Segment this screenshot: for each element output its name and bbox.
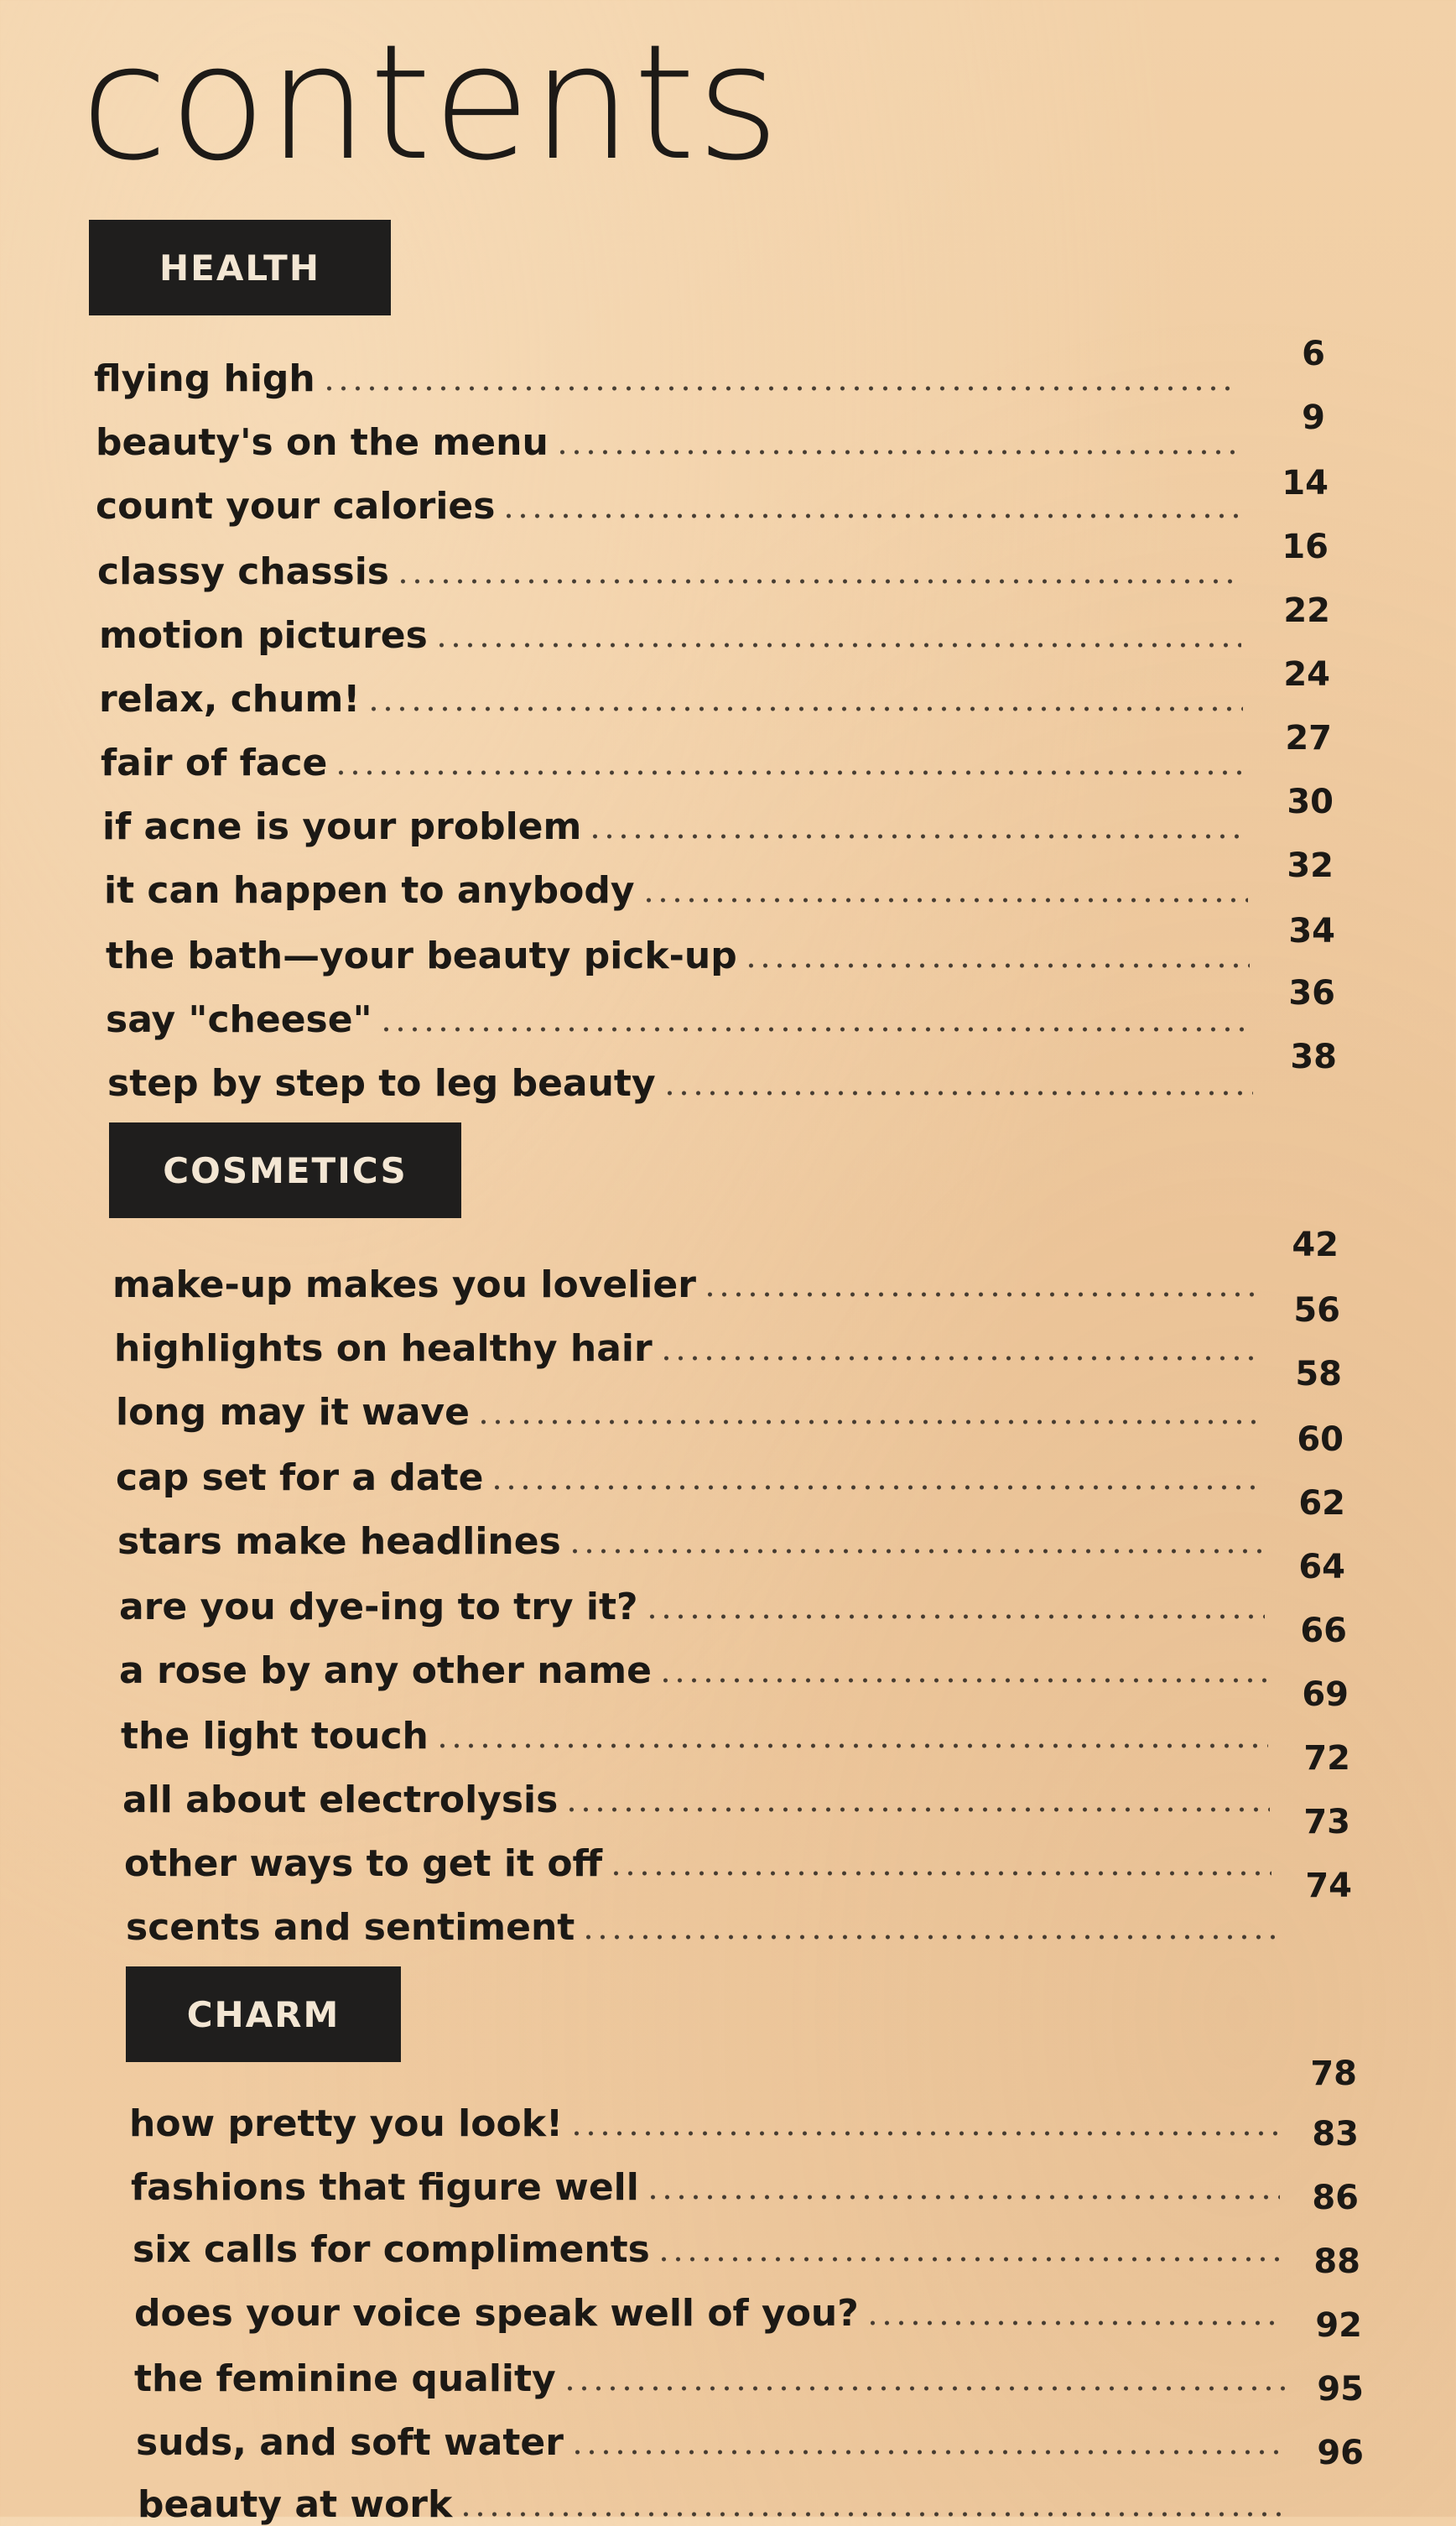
page-title: contents: [81, 10, 781, 195]
entry-page-number: 92: [1315, 2306, 1362, 2345]
dot-leader: [663, 1091, 1253, 1096]
toc-entry[interactable]: [131, 2153, 1280, 2209]
dot-leader: [379, 1027, 1252, 1032]
dot-leader: [703, 1292, 1256, 1297]
toc-entry[interactable]: [124, 1829, 1271, 1883]
entry-title: all about electrolysis: [122, 1779, 559, 1821]
entry-title: the bath—your beauty pick-up: [106, 935, 737, 977]
entry-page-number: 42: [1292, 1226, 1339, 1264]
section-label-health: HEALTH: [89, 220, 391, 315]
dot-leader: [568, 1549, 1263, 1554]
entry-title: the light touch: [121, 1715, 429, 1758]
entry-page-number: 83: [1312, 2115, 1359, 2154]
entry-title: make-up makes you lovelier: [112, 1263, 696, 1306]
dot-leader: [322, 386, 1235, 391]
entry-title: stars make headlines: [117, 1520, 561, 1563]
entry-page-number: 24: [1283, 655, 1330, 694]
entry-title: classy chassis: [97, 550, 389, 593]
dot-leader: [459, 2512, 1288, 2517]
toc-entry[interactable]: [122, 1765, 1270, 1819]
entry-title: other ways to get it off: [124, 1842, 603, 1885]
toc-entry[interactable]: [134, 2344, 1285, 2398]
entry-title: fair of face: [101, 742, 328, 784]
entry-page-number: 78: [1310, 2055, 1357, 2093]
entry-page-number: 36: [1288, 974, 1335, 1013]
entry-page-number: 58: [1295, 1355, 1342, 1393]
section-label-charm: CHARM: [126, 1966, 401, 2062]
toc-entry[interactable]: [116, 1443, 1261, 1497]
toc-entry[interactable]: [107, 1049, 1253, 1105]
entry-page-number: 60: [1297, 1420, 1344, 1459]
toc-entry[interactable]: [106, 921, 1250, 975]
dot-leader: [564, 1807, 1270, 1812]
entry-page-number: 72: [1303, 1739, 1350, 1778]
entry-page-number: 56: [1293, 1291, 1340, 1330]
dot-leader: [657, 2257, 1282, 2262]
entry-title: flying high: [94, 357, 315, 400]
toc-entry[interactable]: [94, 344, 1235, 398]
entry-title: how pretty you look!: [129, 2102, 564, 2145]
toc-entry[interactable]: [99, 601, 1241, 657]
entry-page-number: 66: [1300, 1612, 1347, 1650]
dot-leader: [570, 2450, 1287, 2455]
entry-title: say "cheese": [106, 998, 372, 1041]
entry-title: motion pictures: [99, 614, 428, 657]
dot-leader: [581, 1935, 1275, 1940]
toc-entry[interactable]: [96, 471, 1238, 528]
toc-entry[interactable]: [117, 1507, 1263, 1563]
dot-leader: [490, 1485, 1261, 1490]
entry-page-number: 38: [1290, 1038, 1337, 1076]
toc-entry[interactable]: [129, 2089, 1278, 2143]
dot-leader: [334, 770, 1245, 775]
dot-leader: [645, 1614, 1265, 1619]
toc-entry[interactable]: [101, 728, 1245, 782]
toc-entry[interactable]: [104, 856, 1248, 912]
entry-title: cap set for a date: [116, 1456, 484, 1499]
dot-leader: [866, 2320, 1283, 2325]
toc-entry[interactable]: [114, 1314, 1258, 1370]
entry-title: does your voice speak well of you?: [134, 2292, 859, 2335]
entry-title: if acne is your problem: [102, 805, 582, 848]
entry-page-number: 32: [1287, 846, 1334, 885]
entry-page-number: 22: [1283, 591, 1330, 630]
toc-entry[interactable]: [116, 1378, 1260, 1434]
entry-title: scents and sentiment: [126, 1906, 575, 1949]
entry-title: relax, chum!: [99, 678, 361, 721]
dot-leader: [744, 963, 1250, 968]
toc-entry[interactable]: [138, 2470, 1288, 2526]
entry-page-number: 69: [1302, 1675, 1349, 1714]
dot-leader: [476, 1419, 1260, 1424]
entry-page-number: 14: [1282, 464, 1329, 503]
toc-entry[interactable]: [126, 1893, 1275, 1949]
dot-leader: [502, 513, 1238, 518]
section-label-cosmetics: COSMETICS: [109, 1122, 461, 1218]
entry-page-number: 86: [1312, 2179, 1359, 2217]
toc-entry[interactable]: [136, 2408, 1287, 2464]
dot-leader: [555, 450, 1236, 455]
entry-title: a rose by any other name: [119, 1649, 652, 1692]
dot-leader: [588, 834, 1246, 839]
entry-page-number: 74: [1305, 1867, 1352, 1905]
dot-leader: [396, 579, 1240, 584]
entry-title: long may it wave: [116, 1391, 470, 1434]
toc-entry[interactable]: [133, 2215, 1282, 2271]
entry-page-number: 96: [1317, 2434, 1364, 2472]
dot-leader: [659, 1356, 1258, 1361]
dot-leader: [367, 706, 1243, 711]
entry-title: it can happen to anybody: [104, 869, 635, 912]
toc-entry[interactable]: [134, 2279, 1283, 2335]
dot-leader: [434, 643, 1241, 648]
entry-title: step by step to leg beauty: [107, 1062, 656, 1105]
dot-leader: [646, 2195, 1280, 2200]
dot-leader: [609, 1871, 1271, 1876]
entry-title: beauty at work: [138, 2483, 453, 2526]
entry-page-number: 64: [1298, 1548, 1345, 1586]
entry-title: are you dye-ing to try it?: [119, 1586, 638, 1628]
dot-leader: [642, 898, 1248, 903]
entry-title: suds, and soft water: [136, 2421, 564, 2464]
toc-entry[interactable]: [99, 664, 1243, 721]
entry-page-number: 88: [1313, 2242, 1360, 2281]
toc-entry[interactable]: [97, 537, 1240, 591]
entry-page-number: 95: [1317, 2370, 1364, 2409]
entry-page-number: 27: [1285, 719, 1332, 758]
entry-title: highlights on healthy hair: [114, 1327, 653, 1370]
entry-title: beauty's on the menu: [96, 421, 549, 464]
entry-title: count your calories: [96, 485, 496, 528]
dot-leader: [435, 1743, 1268, 1748]
entry-page-number: 6: [1302, 335, 1325, 373]
toc-entry[interactable]: [102, 792, 1246, 846]
entry-title: the feminine quality: [134, 2357, 556, 2400]
entry-page-number: 16: [1282, 528, 1329, 566]
dot-leader: [563, 2386, 1285, 2391]
entry-page-number: 34: [1288, 912, 1335, 951]
toc-entry[interactable]: [119, 1636, 1266, 1690]
entry-page-number: 30: [1287, 783, 1334, 821]
toc-entry[interactable]: [121, 1701, 1268, 1758]
entry-page-number: 9: [1302, 398, 1325, 437]
entry-page-number: 73: [1303, 1803, 1350, 1841]
entry-page-number: 62: [1298, 1484, 1345, 1523]
entry-title: six calls for compliments: [133, 2228, 650, 2271]
toc-entry[interactable]: [119, 1572, 1265, 1626]
dot-leader: [658, 1678, 1266, 1683]
dot-leader: [569, 2131, 1278, 2136]
entry-title: fashions that figure well: [131, 2166, 639, 2209]
toc-entry[interactable]: [106, 985, 1251, 1039]
toc-entry[interactable]: [112, 1250, 1256, 1304]
toc-entry[interactable]: [96, 408, 1236, 464]
